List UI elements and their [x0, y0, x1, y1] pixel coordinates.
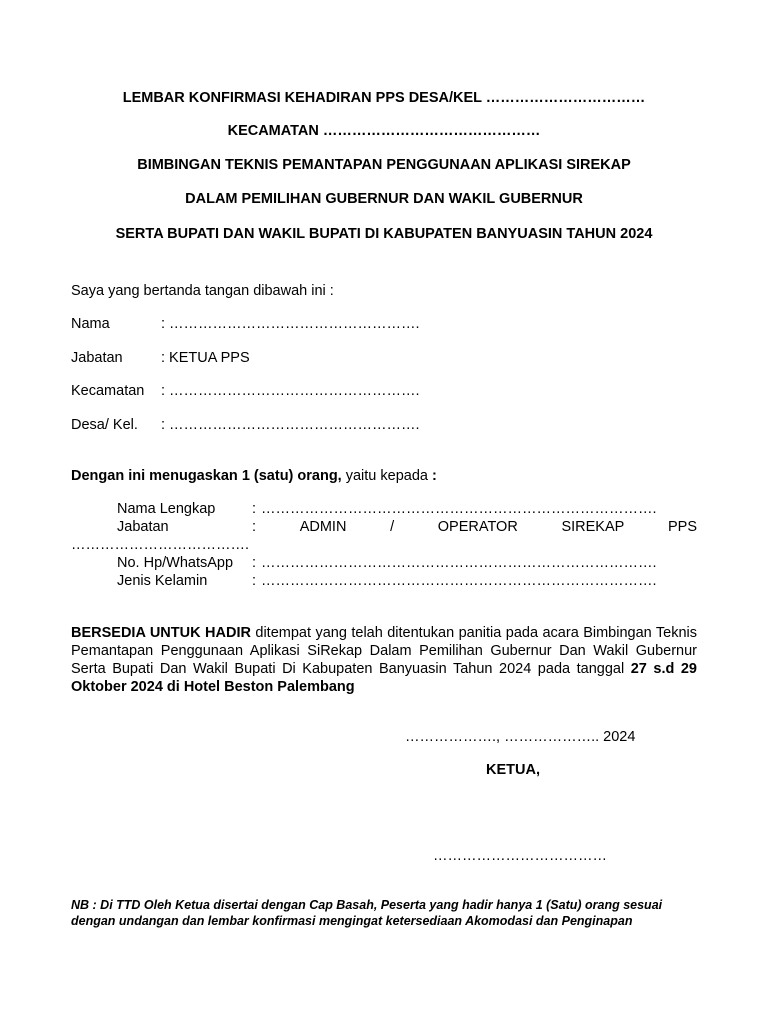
- signature-name-line: ………………………………: [433, 848, 607, 864]
- header-line-3: BIMBINGAN TEKNIS PEMANTAPAN PENGGUNAAN APLIKASI SIREKAP: [137, 157, 631, 173]
- delegate-job-word: SIREKAP: [561, 519, 625, 535]
- assignment-bold: Dengan ini menugaskan 1 (satu) orang,: [71, 468, 342, 484]
- delegate-name-value: ……………………………………………………………………….: [261, 501, 657, 517]
- field-label-desa: Desa/ Kel.: [71, 417, 138, 433]
- delegate-job-row: [252, 519, 697, 535]
- delegate-phone-colon: :: [252, 555, 257, 571]
- field-label-kecamatan: Kecamatan: [71, 383, 145, 399]
- delegate-job-word: OPERATOR: [437, 519, 518, 535]
- header-line-2: KECAMATAN ………………………………………: [227, 123, 541, 139]
- delegate-gender-value: ……………………………………………………………………….: [261, 573, 657, 589]
- header-line-4: DALAM PEMILIHAN GUBERNUR DAN WAKIL GUBERNUR: [185, 191, 583, 207]
- field-value-jabatan: : KETUA PPS: [161, 350, 250, 366]
- delegate-job-continuation: ……………………………….: [71, 537, 250, 553]
- statement-body: ditempat yang telah ditentukan panitia pada acara Bimbingan Teknis Pemantapan Penggunaan Aplikasi SiRekap Dalam Pemilihan Gubernur Dan Wakil Gubernur Serta Bupati Dan Wakil Bupati Di Kabupaten Banyuasin Tahun 2024 pada tanggal: [71, 625, 698, 677]
- delegate-job-colon: :: [252, 519, 257, 535]
- delegate-gender-colon: :: [252, 573, 257, 589]
- signature-title: KETUA,: [486, 762, 540, 778]
- header-line-5: SERTA BUPATI DAN WAKIL BUPATI DI KABUPATEN BANYUASIN TAHUN 2024: [115, 226, 653, 242]
- field-value-nama: : …………………………………………….: [161, 316, 420, 332]
- delegate-job-word: /: [390, 519, 395, 535]
- header-line-1: LEMBAR KONFIRMASI KEHADIRAN PPS DESA/KEL ……………………………: [122, 90, 646, 106]
- assignment-colon: :: [432, 468, 437, 484]
- signature-date-line: ………………., ……………….. 2024: [405, 729, 636, 745]
- assignment-normal: yaitu kepada: [341, 468, 433, 484]
- field-label-nama: Nama: [71, 316, 110, 332]
- delegate-phone-label: No. Hp/WhatsApp: [117, 555, 234, 571]
- field-value-desa: : …………………………………………….: [161, 417, 420, 433]
- delegate-gender-label: Jenis Kelamin: [117, 573, 208, 589]
- field-value-kecamatan: : …………………………………………….: [161, 383, 420, 399]
- statement-paragraph: [71, 624, 697, 696]
- delegate-job-label: Jabatan: [117, 519, 169, 535]
- delegate-job-word: ADMIN: [299, 519, 347, 535]
- footnote: NB : Di TTD Oleh Ketua disertai dengan Cap Basah, Peserta yang hadir hanya 1 (Satu) orang sesuai dengan undangan dan lembar konfirmasi mengingat ketersediaan Akomodasi dan Penginapan: [71, 898, 663, 928]
- assignment-text: [71, 468, 437, 484]
- field-label-jabatan: Jabatan: [71, 350, 123, 366]
- delegate-name-label: Nama Lengkap: [117, 501, 216, 517]
- statement-bold-lead: BERSEDIA UNTUK HADIR: [71, 625, 251, 641]
- statement-bold-tail: 27 s.d 29 Oktober 2024 di Hotel Beston Palembang: [71, 661, 697, 695]
- intro-text: Saya yang bertanda tangan dibawah ini :: [71, 283, 334, 299]
- delegate-phone-value: ……………………………………………………………………….: [261, 555, 657, 571]
- delegate-job-word: PPS: [667, 519, 697, 535]
- delegate-name-colon: :: [252, 501, 257, 517]
